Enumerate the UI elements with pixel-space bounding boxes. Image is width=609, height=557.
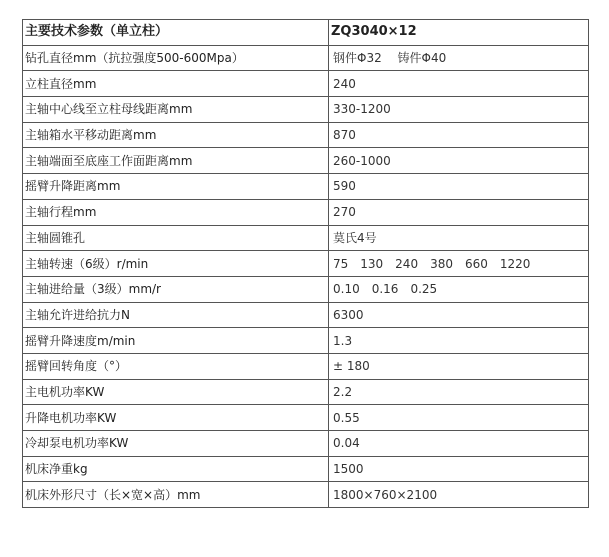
value-cell: 590 (329, 174, 589, 200)
table-row (23, 174, 589, 200)
table-row (23, 328, 589, 354)
param-cell: 主轴箱水平移动距离mm (23, 122, 329, 148)
param-cell: 升降电机功率KW (23, 405, 329, 431)
param-cell: 主轴允许进给抗力N (23, 302, 329, 328)
value-cell: 260-1000 (329, 148, 589, 174)
table-row (23, 45, 589, 71)
value-cell: 莫氏4号 (329, 225, 589, 251)
param-cell: 主轴转速（6级）r/min (23, 251, 329, 277)
value-cell: 330-1200 (329, 97, 589, 123)
value-cell: 240 (329, 71, 589, 97)
table-row (23, 456, 589, 482)
header-model-cell: ZQ3040×12 (329, 20, 589, 46)
param-cell: 主轴行程mm (23, 199, 329, 225)
table-row (23, 148, 589, 174)
param-cell: 摇臂回转角度（°） (23, 353, 329, 379)
param-cell: 主轴中心线至立柱母线距离mm (23, 97, 329, 123)
param-cell: 主轴端面至底座工作面距离mm (23, 148, 329, 174)
header-param-cell: 主要技术参数（单立柱） (23, 20, 329, 46)
table-row (23, 251, 589, 277)
table-header-row (23, 20, 589, 46)
param-cell: 主轴圆锥孔 (23, 225, 329, 251)
param-cell: 立柱直径mm (23, 71, 329, 97)
value-cell: 270 (329, 199, 589, 225)
value-cell: 0.10 0.16 0.25 (329, 276, 589, 302)
value-cell: 0.04 (329, 431, 589, 457)
value-cell: 6300 (329, 302, 589, 328)
spec-table (22, 19, 589, 508)
value-cell: 1.3 (329, 328, 589, 354)
table-row (23, 302, 589, 328)
param-cell: 摇臂升降距离mm (23, 174, 329, 200)
table-row (23, 97, 589, 123)
param-cell: 机床净重kg (23, 456, 329, 482)
table-row (23, 482, 589, 508)
value-cell: 1800×760×2100 (329, 482, 589, 508)
value-cell: 2.2 (329, 379, 589, 405)
param-cell: 主轴进给量（3级）mm/r (23, 276, 329, 302)
param-cell: 钻孔直径mm（抗拉强度500-600Mpa） (23, 45, 329, 71)
param-cell: 机床外形尺寸（长×宽×高）mm (23, 482, 329, 508)
table-row (23, 71, 589, 97)
value-cell: 75 130 240 380 660 1220 (329, 251, 589, 277)
table-row (23, 122, 589, 148)
table-row (23, 405, 589, 431)
value-cell: 0.55 (329, 405, 589, 431)
value-cell: ± 180 (329, 353, 589, 379)
value-cell: 1500 (329, 456, 589, 482)
table-row (23, 225, 589, 251)
table-row (23, 276, 589, 302)
param-cell: 主电机功率KW (23, 379, 329, 405)
param-cell: 冷却泵电机功率KW (23, 431, 329, 457)
table-row (23, 431, 589, 457)
value-cell: 钢件Φ32 铸件Φ40 (329, 45, 589, 71)
table-row (23, 199, 589, 225)
table-row (23, 353, 589, 379)
param-cell: 摇臂升降速度m/min (23, 328, 329, 354)
value-cell: 870 (329, 122, 589, 148)
table-row (23, 379, 589, 405)
